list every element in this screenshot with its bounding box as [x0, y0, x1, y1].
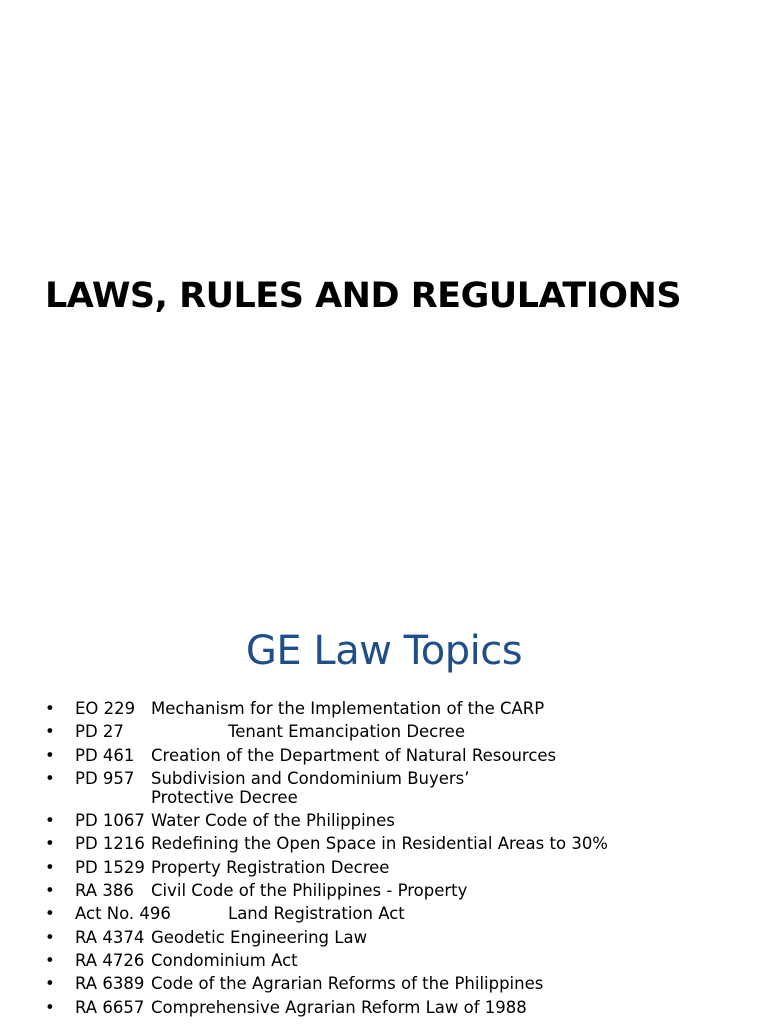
bullet-icon: • — [45, 997, 55, 1017]
law-code: RA 386 — [75, 881, 134, 901]
list-item — [0, 881, 768, 904]
list-item — [0, 722, 768, 745]
law-code: PD 957 — [75, 768, 135, 788]
bullet-icon: • — [45, 881, 55, 901]
law-description: Condominium Act — [151, 950, 298, 970]
law-description: Mechanism for the Implementation of the CARP — [151, 699, 545, 718]
bullet-icon: • — [45, 699, 55, 718]
list-item — [0, 834, 768, 857]
list-item — [0, 951, 768, 974]
law-description: Comprehensive Agrarian Reform Law of 1988 — [151, 997, 527, 1017]
law-code: PD 27 — [75, 722, 124, 742]
list-item — [0, 811, 768, 834]
list-item — [0, 769, 768, 811]
bullet-icon: • — [45, 974, 55, 994]
law-description: Redefining the Open Space in Residential Areas to 30% — [151, 834, 608, 854]
law-description: Creation of the Department of Natural Resources — [151, 745, 557, 765]
law-code: PD 1067 — [75, 811, 145, 831]
bullet-icon: • — [45, 768, 55, 788]
law-description: Code of the Agrarian Reforms of the Philippines — [151, 974, 544, 994]
bullet-icon: • — [45, 927, 55, 947]
law-code: EO 229 — [75, 699, 136, 718]
law-description: Subdivision and Condominium Buyers’ Protective Decree — [151, 768, 470, 807]
law-code: PD 1216 — [75, 834, 145, 854]
list-item — [0, 904, 768, 927]
law-code: PD 461 — [75, 745, 135, 765]
bullet-icon: • — [45, 811, 55, 831]
bullet-icon: • — [45, 722, 55, 742]
law-code: PD 1529 — [75, 857, 145, 877]
list-item — [0, 998, 768, 1021]
law-description: Civil Code of the Philippines - Property — [151, 881, 468, 901]
law-description: Tenant Emancipation Decree — [228, 722, 465, 742]
law-description: Water Code of the Philippines — [151, 811, 395, 831]
list-item — [0, 746, 768, 769]
bullet-icon: • — [45, 857, 55, 877]
law-description: Geodetic Engineering Law — [151, 927, 368, 947]
bullet-icon: • — [45, 834, 55, 854]
list-item — [0, 974, 768, 997]
law-code: Act No. 496 — [75, 904, 171, 924]
bullet-icon: • — [45, 745, 55, 765]
page-title: LAWS, RULES AND REGULATIONS — [45, 276, 682, 316]
bullet-icon: • — [45, 950, 55, 970]
law-code: RA 6657 — [75, 997, 145, 1017]
law-code: RA 4726 — [75, 950, 145, 970]
law-description: Land Registration Act — [228, 904, 405, 924]
section-title: GE Law Topics — [245, 628, 523, 674]
list-item — [0, 858, 768, 881]
law-code: RA 6389 — [75, 974, 145, 994]
list-item — [0, 699, 768, 722]
law-code: RA 4374 — [75, 927, 145, 947]
bullet-icon: • — [45, 904, 55, 924]
list-item — [0, 928, 768, 951]
law-topic-list — [0, 699, 768, 1021]
law-description: Property Registration Decree — [151, 857, 390, 877]
